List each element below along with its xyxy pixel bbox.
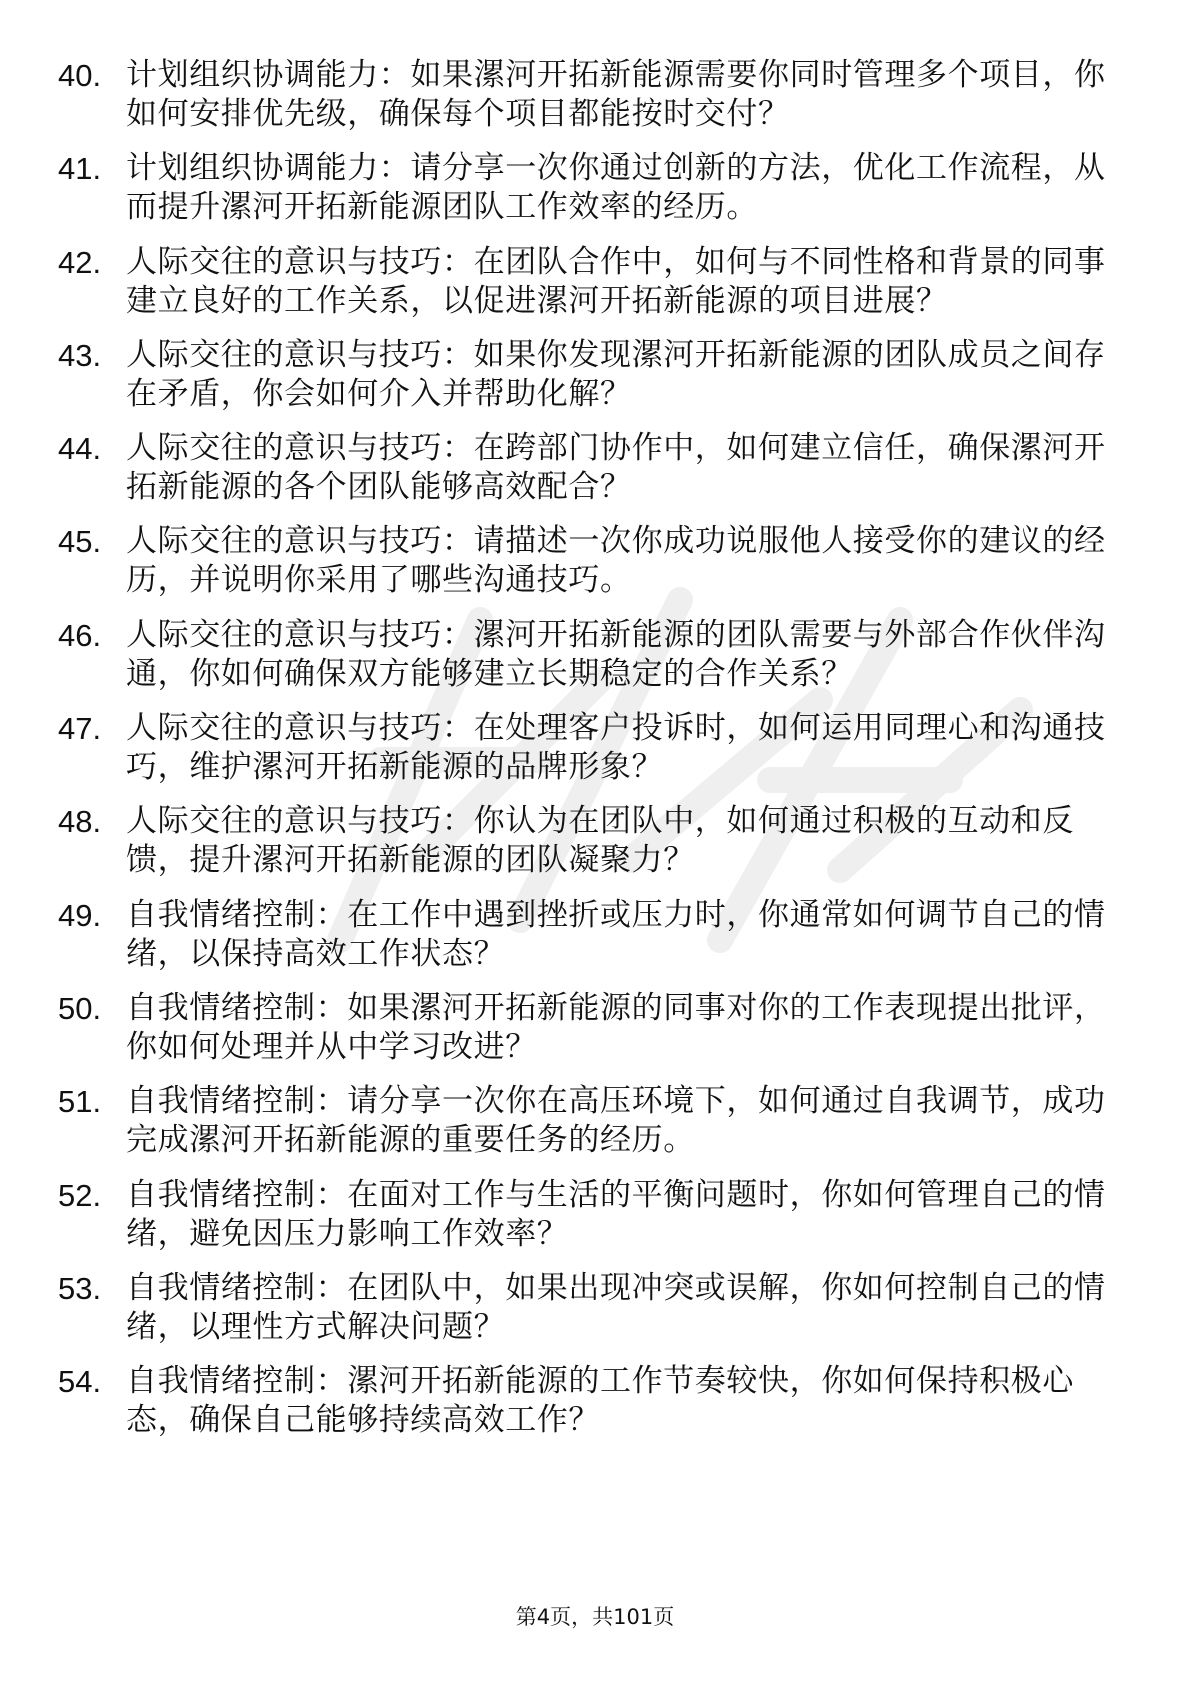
question-number: 51. (58, 1084, 102, 1120)
question-item (58, 709, 1138, 787)
question-text: 自我情绪控制：在团队中，如果出现冲突或误解，你如何控制自己的情绪，以理性方式解决问题？ (126, 1269, 1106, 1345)
question-number: 54. (58, 1364, 102, 1400)
question-text: 人际交往的意识与技巧：在团队合作中，如何与不同性格和背景的同事建立良好的工作关系，以促进漯河开拓新能源的项目进展？ (126, 243, 1106, 319)
question-number: 46. (58, 617, 102, 653)
question-number: 47. (58, 711, 102, 747)
page-number-footer: 第4页，共101页 (515, 1605, 675, 1629)
question-text: 自我情绪控制：在工作中遇到挫折或压力时，你通常如何调节自己的情绪，以保持高效工作状态？ (126, 896, 1106, 972)
question-item (58, 989, 1138, 1067)
question-text: 人际交往的意识与技巧：如果你发现漯河开拓新能源的团队成员之间存在矛盾，你会如何介入并帮助化解？ (126, 336, 1106, 412)
question-number: 52. (58, 1177, 102, 1213)
question-item (58, 616, 1138, 694)
question-item (58, 243, 1138, 321)
question-text: 计划组织协调能力：如果漯河开拓新能源需要你同时管理多个项目，你如何安排优先级，确保每个项目都能按时交付？ (126, 57, 1106, 132)
question-text: 人际交往的意识与技巧：在处理客户投诉时，如何运用同理心和沟通技巧，维护漯河开拓新能源的品牌形象？ (126, 710, 1106, 786)
question-item (58, 522, 1138, 600)
question-text: 计划组织协调能力：请分享一次你通过创新的方法，优化工作流程，从而提升漯河开拓新能源团队工作效率的经历。 (126, 150, 1106, 226)
question-text: 自我情绪控制：漯河开拓新能源的工作节奏较快，你如何保持积极心态，确保自己能够持续高效工作？ (126, 1363, 1074, 1439)
question-number: 42. (58, 244, 102, 280)
question-text: 自我情绪控制：请分享一次你在高压环境下，如何通过自我调节，成功完成漯河开拓新能源的重要任务的经历。 (126, 1083, 1106, 1159)
question-text: 自我情绪控制：在面对工作与生活的平衡问题时，你如何管理自己的情绪，避免因压力影响工作效率？ (126, 1176, 1106, 1252)
question-number: 40. (58, 58, 102, 93)
question-text: 人际交往的意识与技巧：漯河开拓新能源的团队需要与外部合作伙伴沟通，你如何确保双方能够建立长期稳定的合作关系？ (126, 616, 1106, 692)
question-item (58, 149, 1138, 227)
question-item (58, 1082, 1138, 1160)
question-number: 50. (58, 990, 102, 1026)
question-item (58, 336, 1138, 414)
question-item (58, 429, 1138, 507)
question-item (58, 896, 1138, 974)
question-item (58, 1176, 1138, 1254)
question-item (58, 56, 1138, 134)
question-number: 48. (58, 804, 102, 840)
question-item (58, 1362, 1138, 1440)
question-text: 自我情绪控制：如果漯河开拓新能源的同事对你的工作表现提出批评，你如何处理并从中学习改进？ (126, 989, 1106, 1065)
question-text: 人际交往的意识与技巧：你认为在团队中，如何通过积极的互动和反馈，提升漯河开拓新能源的团队凝聚力？ (126, 803, 1074, 879)
question-number: 44. (58, 431, 102, 467)
question-number: 43. (58, 337, 102, 373)
question-number: 53. (58, 1270, 102, 1306)
question-item (58, 802, 1138, 880)
question-text: 人际交往的意识与技巧：在跨部门协作中，如何建立信任，确保漯河开拓新能源的各个团队能够高效配合？ (126, 430, 1106, 506)
question-item (58, 1269, 1138, 1347)
question-number: 49. (58, 897, 102, 933)
question-list (58, 56, 1138, 1455)
question-number: 45. (58, 524, 102, 560)
question-number: 41. (58, 151, 102, 187)
question-text: 人际交往的意识与技巧：请描述一次你成功说服他人接受你的建议的经历，并说明你采用了哪些沟通技巧。 (126, 523, 1106, 599)
